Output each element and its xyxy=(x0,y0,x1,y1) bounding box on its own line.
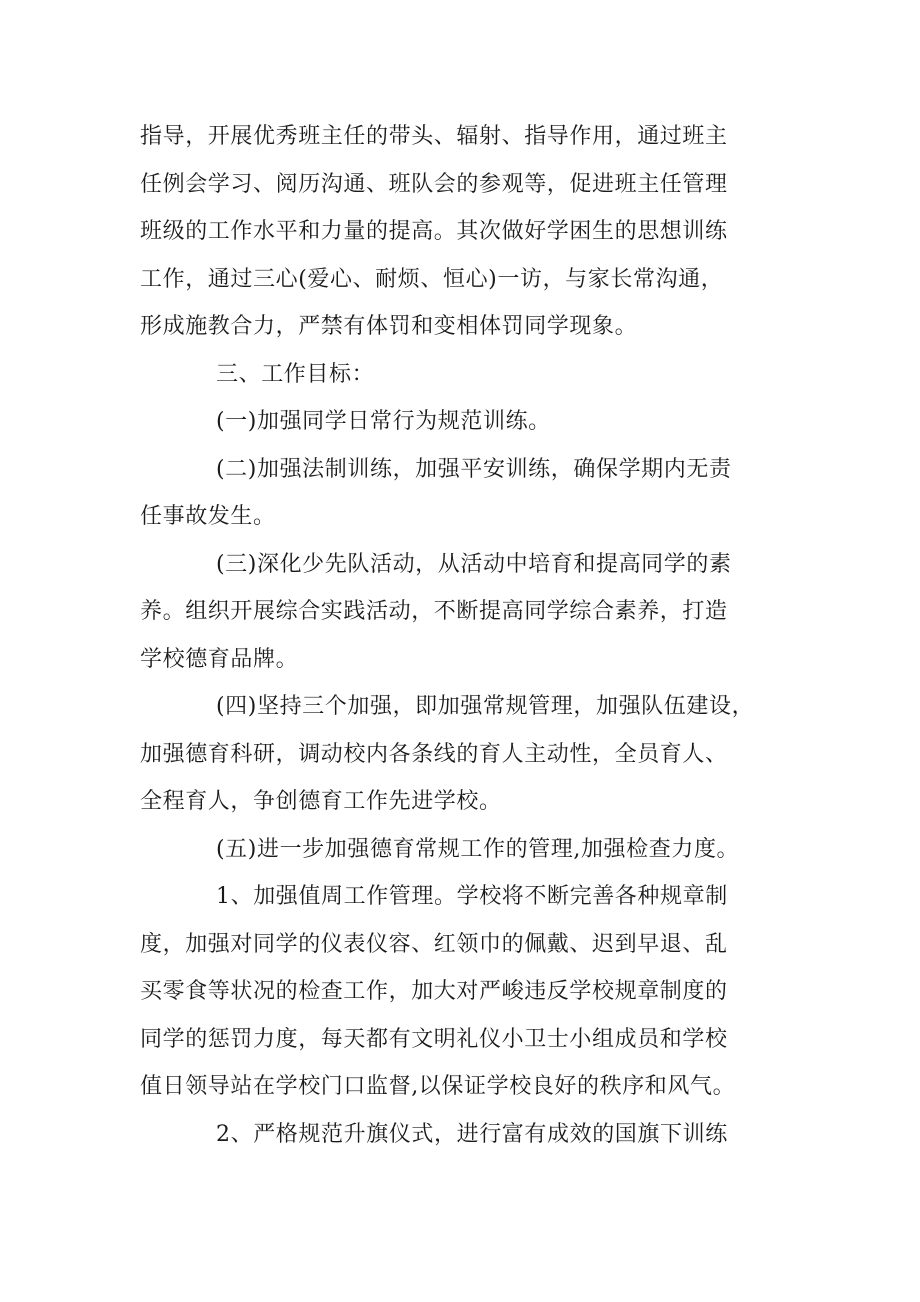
text-line: (三)深化少先队活动，从活动中培育和提高同学的素 xyxy=(216,551,732,577)
text-line: 值日领导站在学校门口监督,以保证学校良好的秩序和风气。 xyxy=(140,1074,736,1099)
text-line: 形成施教合力，严禁有体罚和变相体罚同学现象。 xyxy=(140,314,638,339)
text-line: 买零食等状况的检查工作，加大对严峻违反学校规章制度的 xyxy=(140,979,728,1004)
text-line: 全程育人，争创德育工作先进学校。 xyxy=(140,789,502,814)
text-line: 2、严格规范升旗仪式，进行富有成效的国旗下训练 xyxy=(216,1121,728,1147)
text-line: 指导，开展优秀班主任的带头、辐射、指导作用，通过班主 xyxy=(140,124,728,149)
text-line: 同学的惩罚力度，每天都有文明礼仪小卫士小组成员和学校 xyxy=(140,1026,728,1052)
text-line: (五)进一步加强德育常规工作的管理,加强检查力度。 xyxy=(216,836,740,862)
text-line: 养。组织开展综合实践活动，不断提高同学综合素养，打造 xyxy=(140,599,728,624)
text-line: (四)坚持三个加强，即加强常规管理，加强队伍建设， xyxy=(216,694,755,719)
text-line: 班级的工作水平和力量的提高。其次做好学困生的思想训练 xyxy=(140,219,728,244)
text-line: (一)加强同学日常行为规范训练。 xyxy=(216,409,551,434)
text-line: (二)加强法制训练，加强平安训练，确保学期内无责 xyxy=(216,456,732,482)
text-line: 任例会学习、阅历沟通、班队会的参观等，促进班主任管理 xyxy=(140,171,728,197)
text-line: 工作，通过三心(爱心、耐烦、恒心)一访，与家长常沟通， xyxy=(140,266,724,292)
section-heading: 三、工作目标： xyxy=(216,361,375,387)
text-line: 1、加强值周工作管理。学校将不断完善各种规章制 xyxy=(216,884,728,909)
text-line: 任事故发生。 xyxy=(140,504,276,529)
text-line: 度，加强对同学的仪表仪容、红领巾的佩戴、迟到早退、乱 xyxy=(140,931,728,957)
text-line: 加强德育科研，调动校内各条线的育人主动性，全员育人、 xyxy=(140,741,728,767)
document-body xyxy=(140,113,780,1158)
text-line: 学校德育品牌。 xyxy=(140,646,299,672)
